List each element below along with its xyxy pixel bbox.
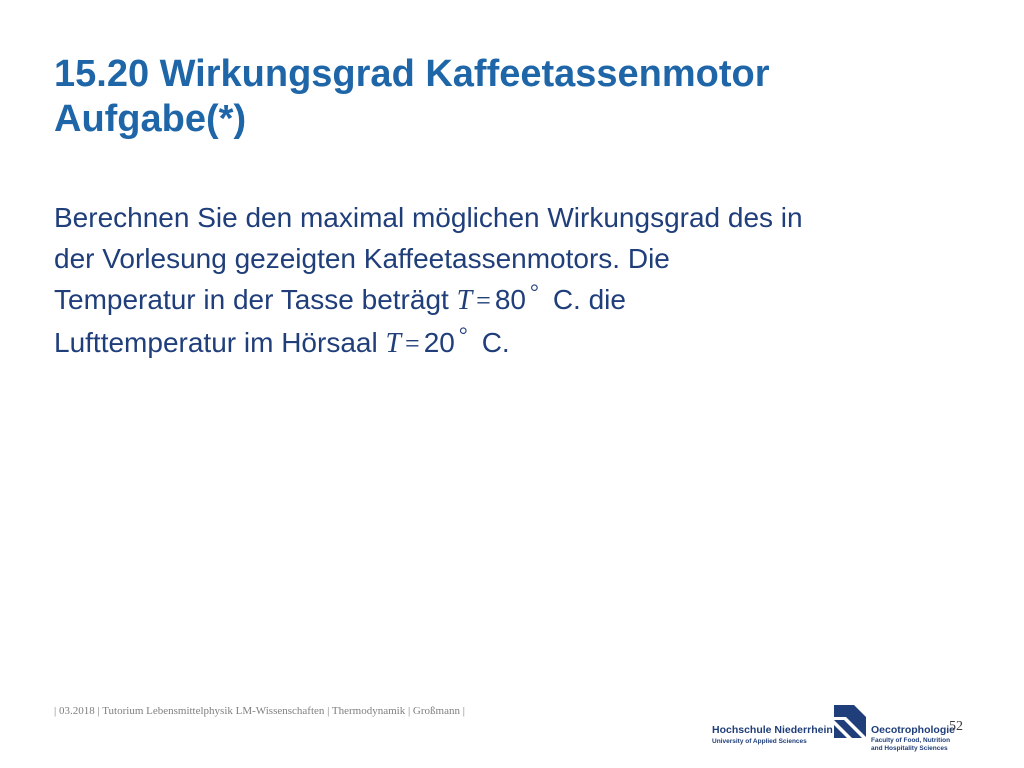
- faculty-name: Oecotrophologie: [871, 724, 955, 736]
- page-number: 52: [949, 719, 963, 734]
- temperature-value-air: 20: [423, 327, 455, 358]
- hochschule-logo-mark-icon: [832, 703, 868, 739]
- temperature-variable-air: T: [385, 328, 402, 359]
- task-line-2: der Vorlesung gezeigten Kaffeetassenmotors. Die: [54, 243, 670, 274]
- equals-sign-cup: =: [476, 286, 491, 315]
- slide-title-line-1: 15.20 Wirkungsgrad Kaffeetassenmotor: [54, 53, 770, 95]
- footer-info: | 03.2018 | Tutorium Lebensmittelphysik LM-Wissenschaften | Thermodynamik | Großmann |: [54, 705, 465, 717]
- task-line-3-tail: C. die: [552, 284, 626, 315]
- task-line-4-tail: C.: [481, 327, 510, 358]
- task-description: [54, 197, 984, 365]
- task-line-3-text: Temperatur in der Tasse beträgt: [54, 284, 457, 315]
- task-line-4: [54, 322, 984, 365]
- temperature-variable-cup: T: [456, 285, 473, 316]
- hochschule-subtitle: University of Applied Sciences: [712, 738, 807, 745]
- slide-title-line-2: Aufgabe(*): [54, 98, 247, 140]
- temperature-value-cup: 80: [494, 284, 526, 315]
- degree-symbol-cup: °: [530, 279, 539, 304]
- faculty-subtitle-line-2: and Hospitality Sciences: [871, 745, 948, 752]
- degree-symbol-air: °: [458, 322, 468, 347]
- task-line-1: Berechnen Sie den maximal möglichen Wirkungsgrad des in: [54, 202, 803, 233]
- equals-sign-air: =: [405, 329, 420, 358]
- task-line-4-text: Lufttemperatur im Hörsaal: [54, 327, 386, 358]
- hochschule-logo-text: [712, 724, 833, 746]
- faculty-subtitle-line-1: Faculty of Food, Nutrition: [871, 737, 951, 744]
- hochschule-name: Hochschule Niederrhein: [712, 724, 833, 736]
- slide-title: [54, 52, 954, 142]
- task-line-3: [54, 279, 984, 322]
